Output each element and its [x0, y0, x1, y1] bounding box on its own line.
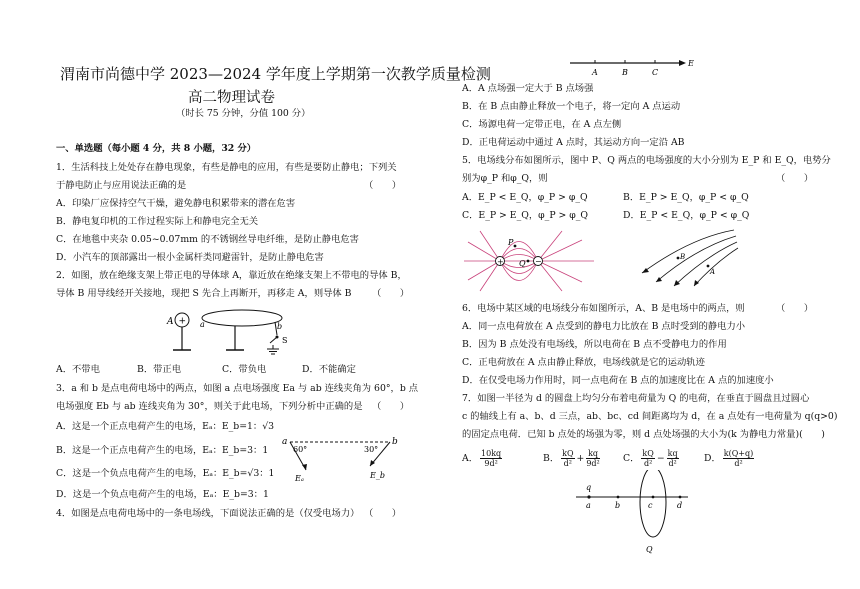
q7-option-d [704, 449, 756, 468]
q1-option-d: D．小汽车的顶部露出一根小金属杆类同避雷针，是防止静电危害 [56, 252, 324, 263]
q7-option-b [543, 449, 602, 468]
q7-c-minus: − [656, 453, 665, 464]
q7-b-frac-1 [561, 449, 574, 468]
q3-fig-Eb: E_b [370, 471, 385, 480]
q7-a-num: 10kq [481, 449, 502, 458]
q2-option-d: D．不能确定 [302, 364, 356, 375]
q7-option-a [462, 449, 504, 468]
q2-option-b: B．带正电 [137, 364, 182, 375]
q7-fig-label-a: a [586, 501, 591, 510]
q7-option-c [623, 449, 681, 468]
q4-option-c: C．场源电荷一定带正电，在 A 点左侧 [462, 119, 622, 130]
q2-fig-plus: + [178, 316, 187, 327]
q6-field-figure [630, 228, 740, 288]
q2-figure [165, 305, 305, 357]
q4-fig-label-C: C [652, 68, 659, 77]
q2-stem-1: 2．如图，放在绝缘支架上带正电的导体球 A，靠近放在绝缘支架上不带电的导体 B， [56, 270, 407, 281]
q7-option-a-frac [480, 449, 502, 468]
q7-option-b-label: B． [543, 453, 560, 464]
q7-c-den1: d² [643, 459, 653, 468]
q7-c-num1: kQ [642, 449, 654, 458]
q2-fig-label-b: b [277, 322, 283, 331]
q4-option-d: D．正电荷运动中通过 A 点时，其运动方向一定沿 AB [462, 137, 685, 148]
q6-fig-label-B: B [680, 253, 686, 261]
q5-stem-1: 5．电场线分布如图所示，图中 P、Q 两点的电场强度的大小分别为 E_P 和 E_Q，电势分 [462, 155, 831, 166]
q5-fig-label-P: P [508, 238, 514, 247]
q2-paren: （ ） [372, 288, 410, 299]
q7-fig-label-Q: Q [646, 545, 653, 554]
q7-stem-3: 的固定点电荷．已知 b 点处的场强为零，则 d 点处场强的大小为(k 为静电力常量)( ) [462, 429, 825, 440]
q7-b-frac-2 [586, 449, 599, 468]
q7-d-num: k(Q+q) [723, 449, 754, 458]
q2-option-a: A．不带电 [56, 364, 100, 375]
q5-fig-plus: + [497, 257, 504, 267]
q3-figure [282, 435, 402, 487]
q7-disk-figure [572, 470, 698, 582]
q4-fig-label-E: E [688, 59, 694, 68]
q1-option-c: C．在地毯中夹杂 0.05~0.07mm 的不锈钢丝导电纤维，是防止静电危害 [56, 234, 359, 245]
q7-b-num1: kQ [562, 449, 574, 458]
q7-option-a-label: A． [462, 453, 479, 464]
q4-stem: 4．如图是点电荷电场中的一条电场线，下面说法正确的是（仅受电场力） [56, 508, 360, 519]
q5-fig-minus: − [535, 257, 542, 266]
q7-stem-1: 7．如图一半径为 d 的圆盘上均匀分布着电荷量为 Q 的电荷，在垂直于圆盘且过圆心 [462, 393, 810, 404]
time-score: （时长 75 分钟，分值 100 分） [176, 108, 311, 119]
q1-option-b: B．静电复印机的工作过程实际上和静电完全无关 [56, 216, 259, 227]
q1-stem-1: 1．生活科技上处处存在静电现象，有些是静电的应用，有些是要防止静电；下列关 [56, 162, 397, 173]
q7-fig-label-b: b [615, 501, 621, 510]
q2-stem-2: 导体 B 用导线经开关接地，现把 S 先合上再断开，再移走 A，则导体 B [56, 288, 352, 299]
q1-paren: （ ） [364, 180, 402, 191]
q7-b-num2: kq [588, 449, 599, 458]
q7-option-d-label: D． [704, 453, 721, 464]
q3-fig-Ea: Eₐ [295, 474, 304, 483]
q4-paren: （ ） [364, 508, 402, 519]
q7-fig-label-c: c [648, 501, 653, 510]
q7-fig-label-q: q [586, 483, 592, 492]
q3-option-b: B．这是一个正点电荷产生的电场，Eₐ：E_b=3：1 [56, 445, 269, 456]
q5-option-a: A．E_P < E_Q，φ_P > φ_Q [462, 192, 588, 203]
q1-option-a: A．印染厂应保持空气干燥，避免静电积累带来的潜在危害 [56, 198, 296, 209]
q5-dipole-figure [462, 228, 596, 292]
q7-stem-2: c 的轴线上有 a、b、d 三点，ab、bc、cd 间距离均为 d，在 a 点处有一电荷量为 q(q>0) [462, 411, 838, 422]
q2-fig-label-S: S [282, 336, 288, 345]
q7-b-plus: + [576, 453, 585, 464]
q4-option-b: B．在 B 点由静止释放一个电子，将一定向 A 点运动 [462, 101, 681, 112]
q6-option-d: D．在仅受电场力作用时，同一点电荷在 B 点的加速度比在 A 点的加速度小 [462, 375, 774, 386]
q6-stem: 6．电场中某区域的电场线分布如图所示，A、B 是电场中的两点，则 [462, 303, 745, 314]
q7-c-num2: kq [667, 449, 678, 458]
q5-option-b: B．E_P > E_Q，φ_P < φ_Q [623, 192, 749, 203]
q6-option-b: B．因为 B 点处没有电场线，所以电荷在 B 点不受静电力的作用 [462, 339, 727, 350]
q6-paren: （ ） [776, 303, 814, 314]
q6-option-c: C．正电荷放在 A 点由静止释放，电场线就是它的运动轨迹 [462, 357, 705, 368]
q7-a-den: 9d² [484, 459, 498, 468]
q3-option-c: C．这是一个负点电荷产生的电场，Eₐ：E_b=√3：1 [56, 468, 275, 479]
exam-subtitle: 高二物理试卷 [188, 90, 275, 106]
q5-fig-label-Q: Q [519, 259, 526, 268]
q7-fig-label-d: d [677, 501, 683, 510]
q7-c-den2: d² [668, 459, 677, 468]
q3-paren: （ ） [372, 401, 410, 412]
q2-fig-label-A: A [167, 317, 174, 327]
q5-option-d: D．E_P < E_Q，φ_P < φ_Q [623, 210, 750, 221]
q7-option-c-label: C． [623, 453, 640, 464]
q7-b-den2: 9d² [586, 459, 600, 468]
exam-title: 渭南市尚德中学 2023—2024 学年度上学期第一次教学质量检测 [60, 65, 491, 83]
q3-fig-angle-b: 30° [364, 445, 379, 454]
q7-d-frac [723, 449, 754, 468]
q2-fig-label-a: a [200, 320, 205, 329]
q7-c-frac-2 [667, 449, 679, 468]
q5-paren: （ ） [776, 173, 814, 184]
q6-fig-label-A: A [710, 268, 716, 276]
q3-stem-2: 电场强度 Eb 与 ab 连线夹角为 30°，则关于此电场，下列分析中正确的是 [56, 401, 363, 412]
q6-option-a: A．同一点电荷放在 A 点受到的静电力比放在 B 点时受到的静电力小 [462, 321, 746, 332]
section-heading: 一、单选题（每小题 4 分，共 8 小题，32 分） [56, 143, 257, 154]
q5-stem-2: 别为φ_P 和φ_Q，则 [462, 173, 548, 184]
q3-fig-angle-a: 60° [293, 445, 308, 454]
q3-fig-label-b: b [392, 437, 398, 447]
q7-c-frac-1 [641, 449, 654, 468]
q3-stem-1: 3．a 和 b 是点电荷电场中的两点，如图 a 点电场强度 Ea 与 ab 连线夹角为 60°，b 点 [56, 383, 419, 394]
q3-fig-label-a: a [282, 437, 288, 447]
q4-option-a: A．A 点场强一定大于 B 点场强 [462, 83, 594, 94]
q5-option-c: C．E_P > E_Q，φ_P > φ_Q [462, 210, 589, 221]
q4-figure [568, 55, 698, 79]
q3-option-a: A．这是一个正点电荷产生的电场，Eₐ：E_b=1：√3 [56, 421, 275, 432]
q2-option-c: C．带负电 [222, 364, 267, 375]
q4-fig-label-A: A [592, 68, 598, 77]
q4-fig-label-B: B [622, 68, 628, 77]
q1-stem-2: 于静电防止与应用说法正确的是 [56, 180, 187, 191]
q7-d-den: d² [734, 459, 743, 468]
q3-option-d: D．这是一个负点电荷产生的电场，Eₐ：E_b=3：1 [56, 489, 269, 500]
q7-b-den1: d² [563, 459, 572, 468]
